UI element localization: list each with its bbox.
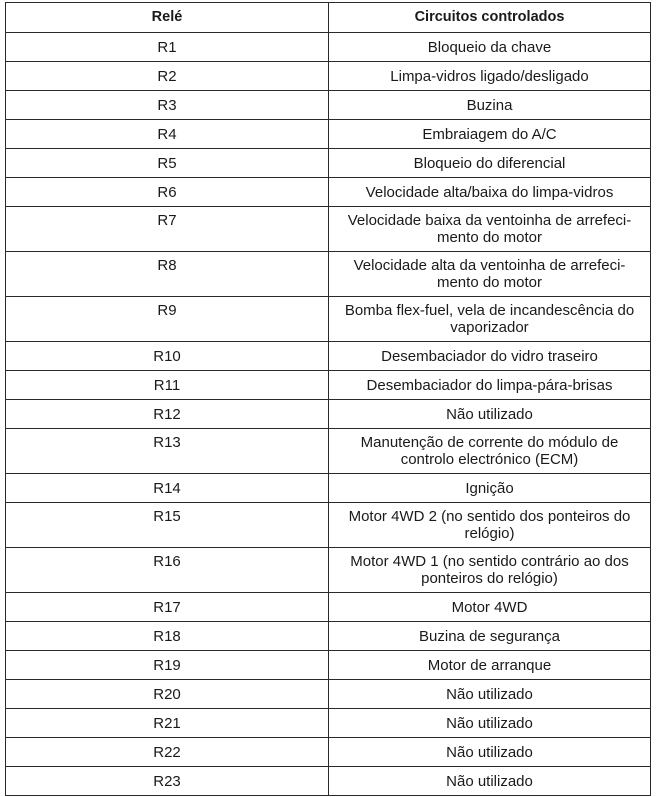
- circuit-description: Motor 4WD: [329, 593, 651, 622]
- table-row: [6, 738, 651, 767]
- circuit-description: Buzina: [329, 91, 651, 120]
- relay-id: R7: [6, 207, 329, 252]
- relay-id: R5: [6, 149, 329, 178]
- relay-id: R17: [6, 593, 329, 622]
- relay-table: [5, 2, 651, 796]
- table-row: [6, 371, 651, 400]
- header-circuits: Circuitos controlados: [329, 3, 651, 33]
- circuit-description: Embraiagem do A/C: [329, 120, 651, 149]
- relay-table-container: [5, 2, 650, 796]
- relay-id: R23: [6, 767, 329, 796]
- relay-id: R4: [6, 120, 329, 149]
- relay-id: R22: [6, 738, 329, 767]
- table-row: [6, 342, 651, 371]
- header-relay: Relé: [6, 3, 329, 33]
- table-row: [6, 474, 651, 503]
- relay-id: R14: [6, 474, 329, 503]
- relay-id: R15: [6, 503, 329, 548]
- table-row: [6, 622, 651, 651]
- circuit-description: Não utilizado: [329, 680, 651, 709]
- table-row: [6, 297, 651, 342]
- table-row: [6, 62, 651, 91]
- table-row: [6, 149, 651, 178]
- circuit-description: Velocidade baixa da ventoinha de arrefeci-mento do motor: [329, 207, 651, 252]
- circuit-description: Bomba flex-fuel, vela de incandescência do vaporizador: [329, 297, 651, 342]
- circuit-description: Não utilizado: [329, 709, 651, 738]
- table-row: [6, 548, 651, 593]
- relay-id: R16: [6, 548, 329, 593]
- relay-id: R11: [6, 371, 329, 400]
- table-row: [6, 593, 651, 622]
- table-row: [6, 429, 651, 474]
- table-row: [6, 120, 651, 149]
- relay-id: R20: [6, 680, 329, 709]
- circuit-description: Velocidade alta/baixa do limpa-vidros: [329, 178, 651, 207]
- table-row: [6, 503, 651, 548]
- table-row: [6, 709, 651, 738]
- relay-id: R19: [6, 651, 329, 680]
- circuit-description: Não utilizado: [329, 738, 651, 767]
- circuit-description: Ignição: [329, 474, 651, 503]
- relay-id: R12: [6, 400, 329, 429]
- relay-id: R13: [6, 429, 329, 474]
- circuit-description: Não utilizado: [329, 400, 651, 429]
- relay-id: R2: [6, 62, 329, 91]
- relay-id: R9: [6, 297, 329, 342]
- circuit-description: Não utilizado: [329, 767, 651, 796]
- circuit-description: Motor 4WD 2 (no sentido dos ponteiros do relógio): [329, 503, 651, 548]
- circuit-description: Motor de arranque: [329, 651, 651, 680]
- table-row: [6, 33, 651, 62]
- table-row: [6, 178, 651, 207]
- table-row: [6, 651, 651, 680]
- circuit-description: Buzina de segurança: [329, 622, 651, 651]
- table-row: [6, 400, 651, 429]
- relay-id: R3: [6, 91, 329, 120]
- table-header-row: [6, 3, 651, 33]
- table-row: [6, 680, 651, 709]
- circuit-description: Desembaciador do limpa-pára-brisas: [329, 371, 651, 400]
- circuit-description: Velocidade alta da ventoinha de arrefeci-mento do motor: [329, 252, 651, 297]
- table-row: [6, 91, 651, 120]
- table-row: [6, 252, 651, 297]
- relay-id: R1: [6, 33, 329, 62]
- circuit-description: Limpa-vidros ligado/desligado: [329, 62, 651, 91]
- circuit-description: Bloqueio do diferencial: [329, 149, 651, 178]
- relay-id: R10: [6, 342, 329, 371]
- relay-id: R8: [6, 252, 329, 297]
- circuit-description: Bloqueio da chave: [329, 33, 651, 62]
- circuit-description: Manutenção de corrente do módulo de controlo electrónico (ECM): [329, 429, 651, 474]
- relay-id: R18: [6, 622, 329, 651]
- relay-id: R21: [6, 709, 329, 738]
- circuit-description: Desembaciador do vidro traseiro: [329, 342, 651, 371]
- circuit-description: Motor 4WD 1 (no sentido contrário ao dos ponteiros do relógio): [329, 548, 651, 593]
- table-row: [6, 767, 651, 796]
- table-row: [6, 207, 651, 252]
- relay-id: R6: [6, 178, 329, 207]
